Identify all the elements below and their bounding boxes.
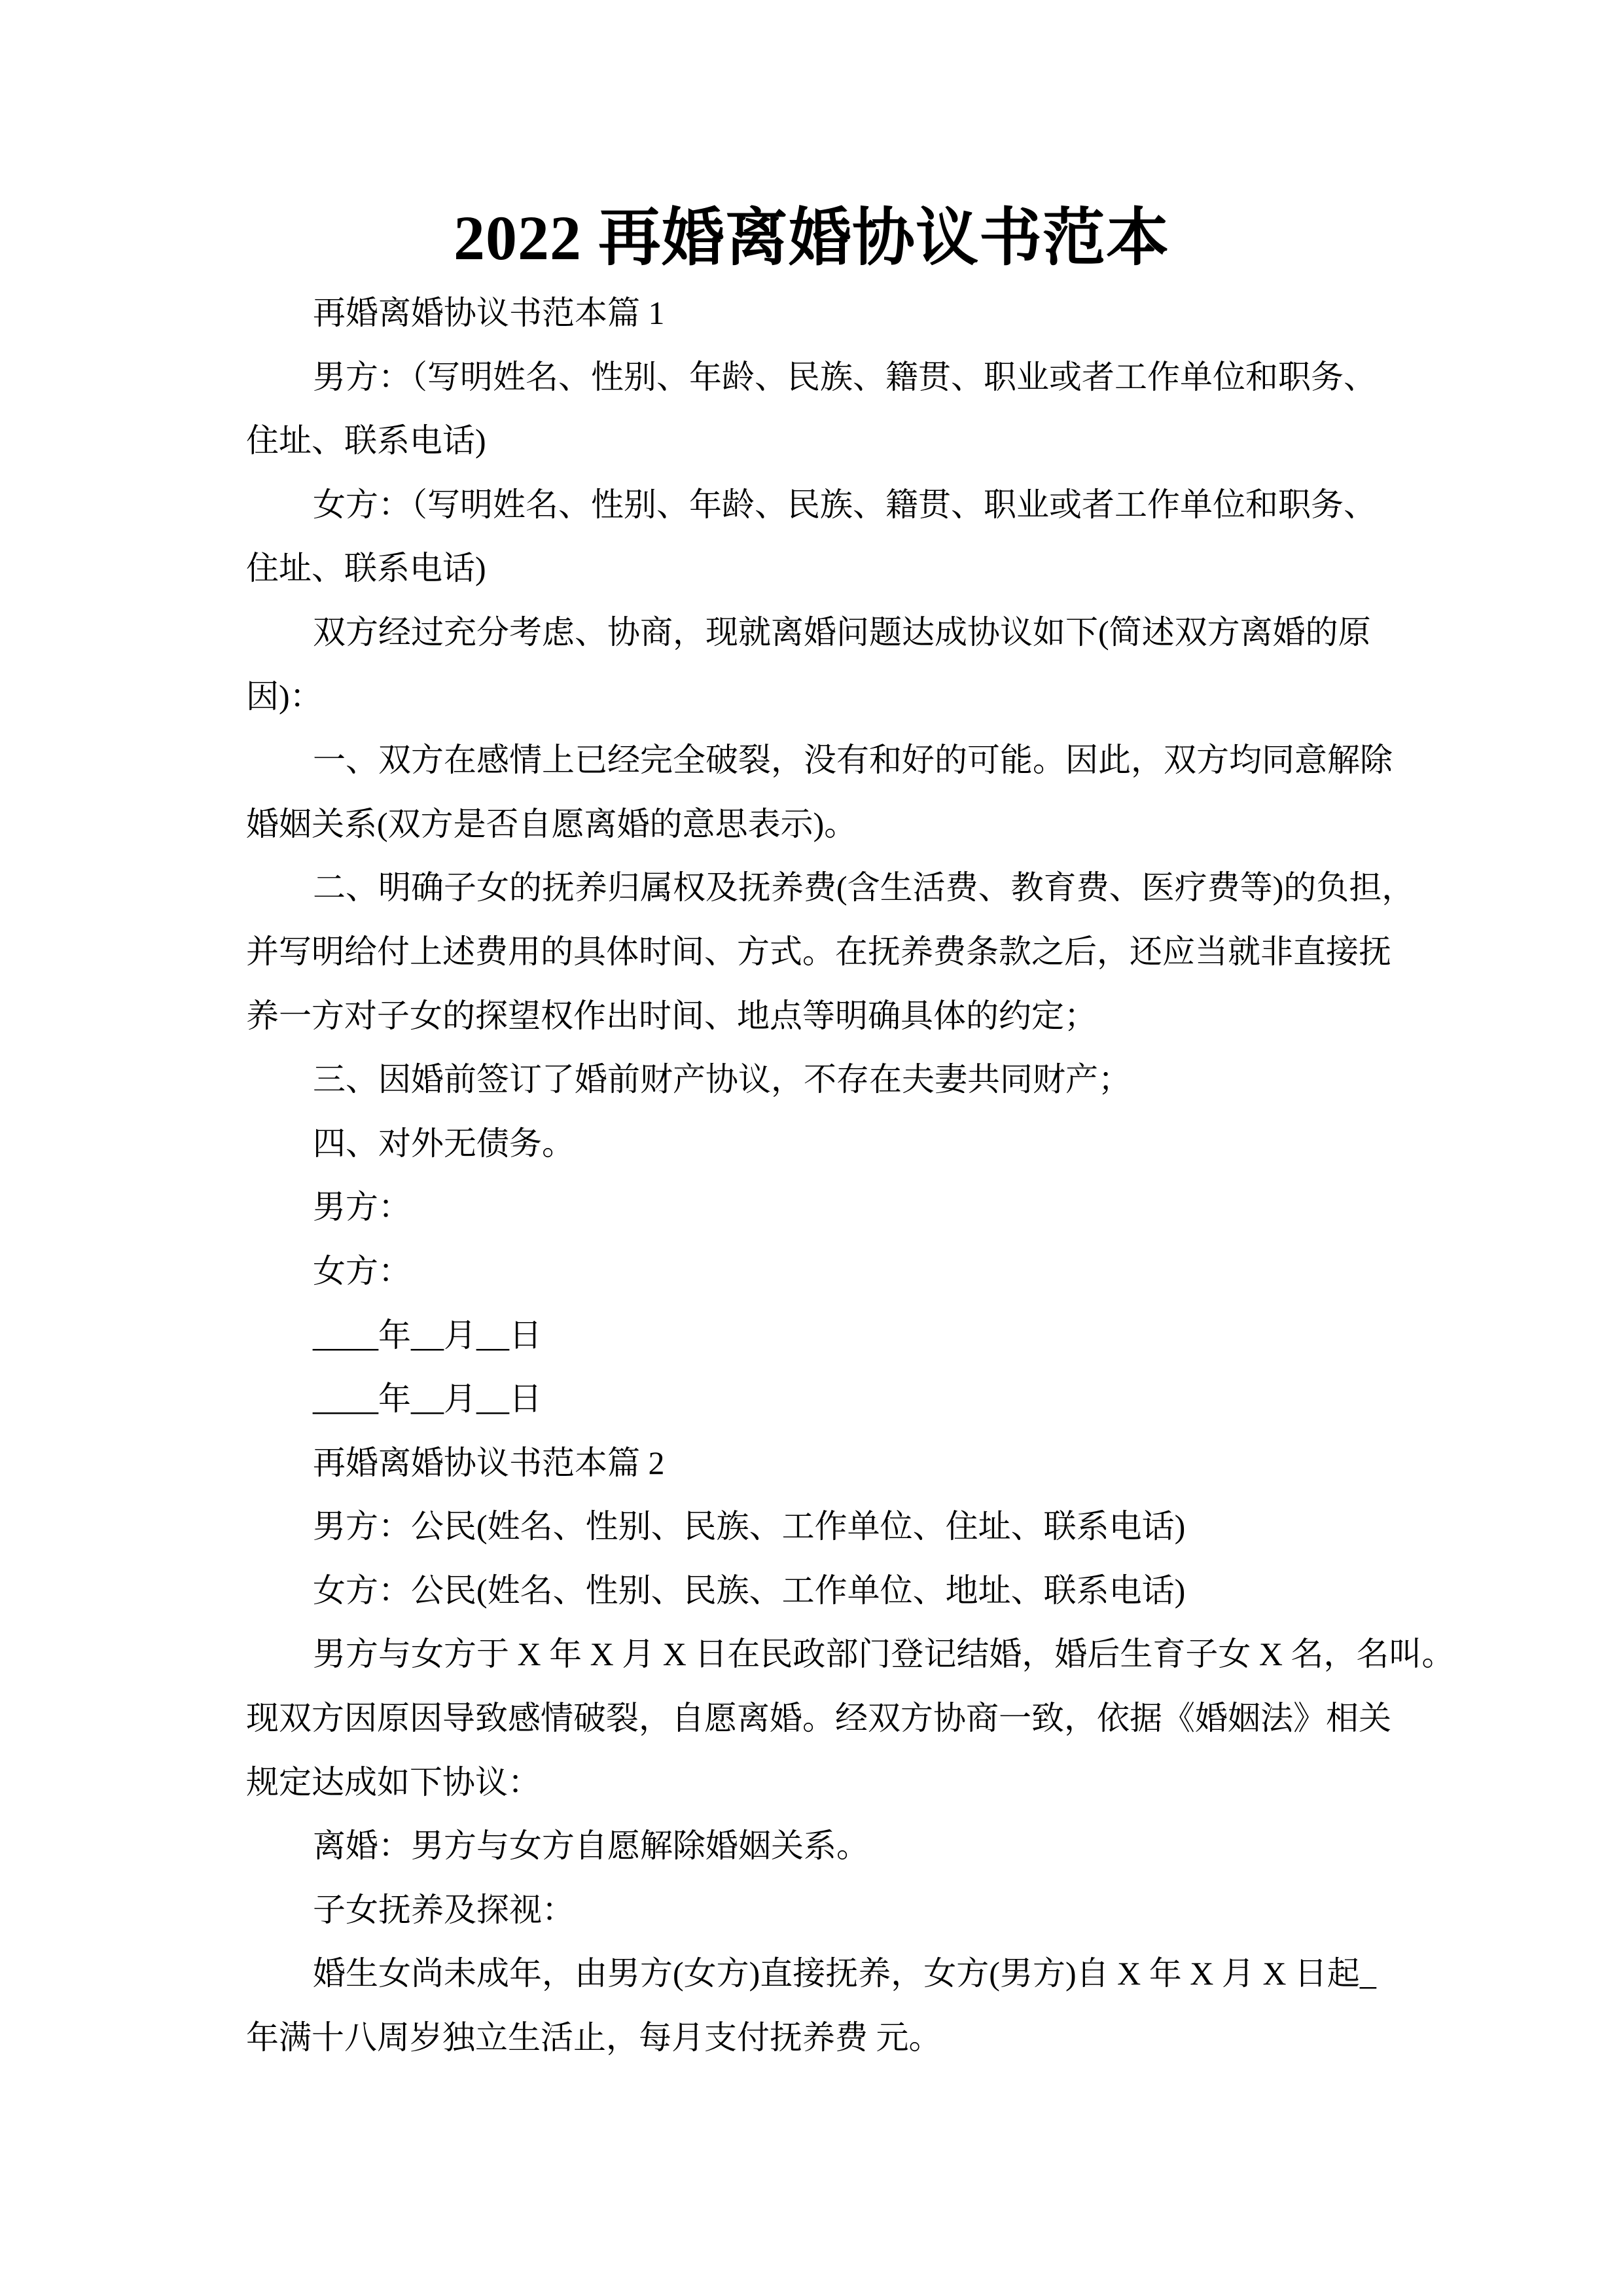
body-line: 男方：（写明姓名、性别、年龄、民族、籍贯、职业或者工作单位和职务、 (313, 358, 1376, 395)
body-line: 男方与女方于 X 年 X 月 X 日在民政部门登记结婚，婚后生育子女 X 名，名叫。 (313, 1636, 1455, 1673)
body-line: 三、因婚前签订了婚前财产协议，不存在夫妻共同财产； (313, 1061, 1131, 1098)
body-line: 双方经过充分考虑、协商，现就离婚问题达成协议如下(简述双方离婚的原 (313, 613, 1371, 651)
document-body (246, 281, 1455, 2070)
body-line: 女方：（写明姓名、性别、年龄、民族、籍贯、职业或者工作单位和职务、 (313, 486, 1376, 523)
body-line: 年满十八周岁独立生活止，每月支付抚养费 元。 (246, 2019, 942, 2056)
body-line: 并写明给付上述费用的具体时间、方式。在抚养费条款之后，还应当就非直接抚 (246, 933, 1391, 970)
body-line: 子女抚养及探视： (313, 1891, 575, 1928)
document-title: 2022 再婚离婚协议书范本 (454, 203, 1169, 273)
body-line: ____年__月__日 (313, 1316, 542, 1354)
body-line: 二、明确子女的抚养归属权及抚养费(含生活费、教育费、医疗费等)的负担， (313, 869, 1415, 906)
body-line: 住址、联系电话) (246, 422, 486, 459)
body-line: 男方： (313, 1189, 411, 1226)
body-line: 婚姻关系(双方是否自愿离婚的意思表示)。 (246, 805, 857, 842)
body-line: 现双方因原因导致感情破裂，自愿离婚。经双方协商一致，依据《婚姻法》相关 (246, 1700, 1391, 1737)
body-line: ____年__月__日 (313, 1380, 542, 1418)
body-line: 养一方对子女的探望权作出时间、地点等明确具体的约定； (246, 997, 1097, 1034)
body-line: 女方： (313, 1252, 411, 1289)
body-line: 离婚：男方与女方自愿解除婚姻关系。 (313, 1827, 869, 1865)
body-line: 婚生女尚未成年，由男方(女方)直接抚养，女方(男方)自 X 年 X 月 X 日起_ (313, 1955, 1376, 1992)
body-line: 女方：公民(姓名、性别、民族、工作单位、地址、联系电话) (313, 1571, 1186, 1609)
body-line: 住址、联系电话) (246, 550, 486, 587)
body-line: 再婚离婚协议书范本篇 2 (313, 1444, 665, 1481)
body-line: 再婚离婚协议书范本篇 1 (313, 295, 665, 331)
body-line: 规定达成如下协议： (246, 1763, 541, 1801)
body-line: 一、双方在感情上已经完全破裂，没有和好的可能。因此，双方均同意解除 (313, 742, 1393, 779)
body-line: 因)： (246, 677, 323, 715)
body-line: 四、对外无债务。 (313, 1124, 575, 1162)
body-line: 男方：公民(姓名、性别、民族、工作单位、住址、联系电话) (313, 1508, 1186, 1545)
